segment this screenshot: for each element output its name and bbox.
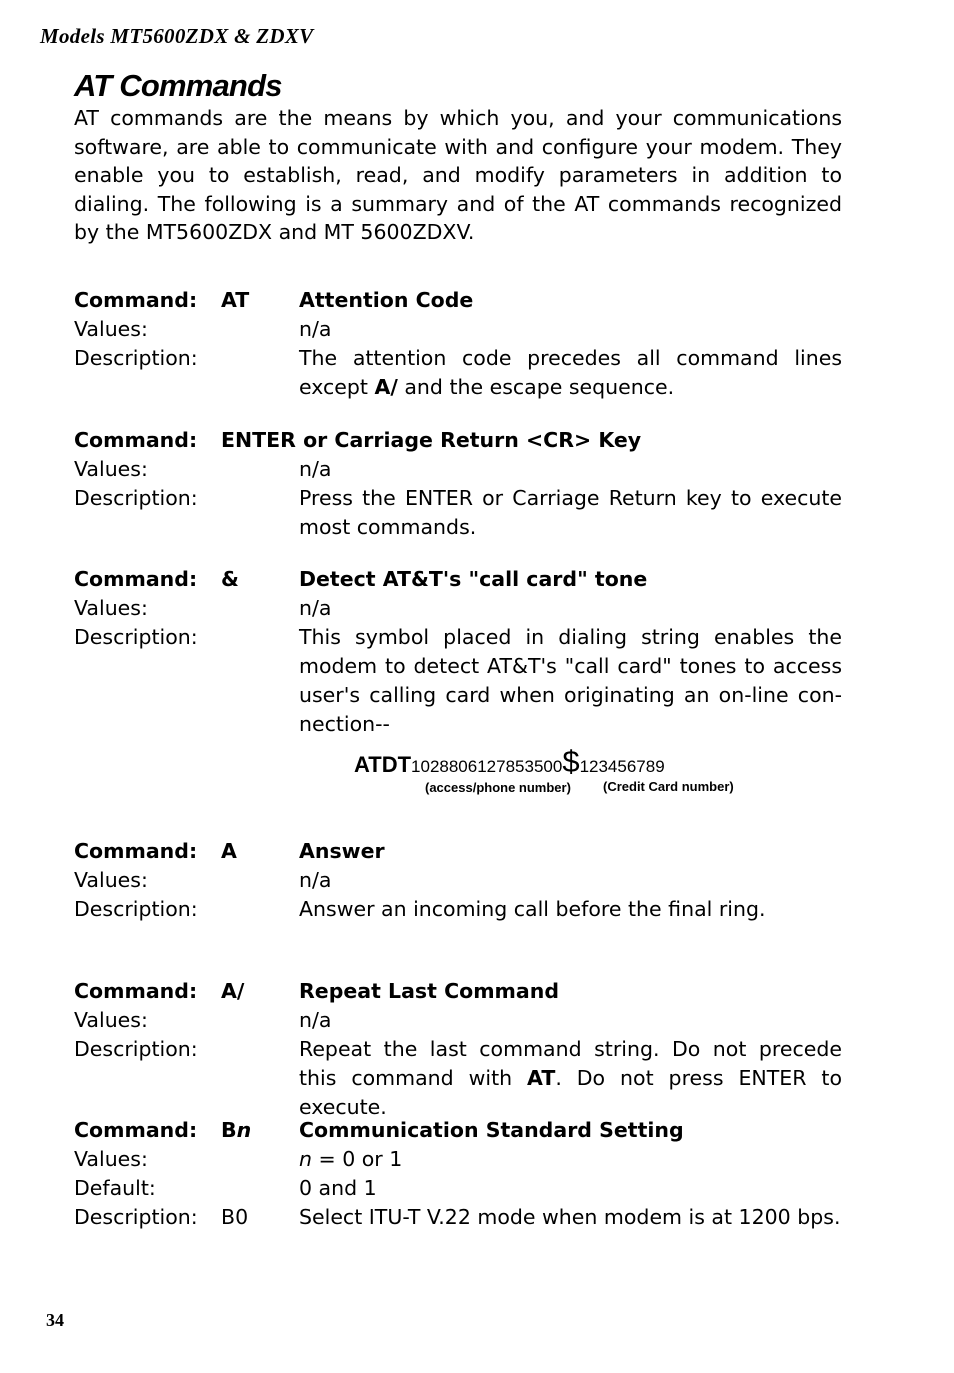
access-number-caption: (access/phone number) [425,780,571,795]
description-label: Description: [74,1205,198,1229]
values-label: Values: [74,457,148,481]
command-label: Command: [74,567,198,591]
values-text: n/a [299,596,332,620]
command-code: A/ [221,979,245,1003]
command-block-answer [74,837,842,924]
command-block-bn [74,1116,842,1232]
card-number-caption: (Credit Card number) [603,779,734,794]
default-label: Default: [74,1176,156,1200]
description-text: This symbol placed in dialing string enables the modem to detect AT&T's "call card" tones to access user's calling card when originating an on-line con-nection-- [299,625,842,736]
description-label: Description: [74,486,198,510]
command-name: Detect AT&T's "call card" tone [299,567,648,591]
command-label: Command: [74,428,198,452]
access-number: 1028806127853500 [411,757,563,776]
command-label: Command: [74,288,198,312]
description-label: Description: [74,625,198,649]
description-label: Description: [74,1037,198,1061]
running-header: Models MT5600ZDX & ZDXV [40,24,314,48]
command-code: ENTER or Carriage Return <CR> Key [221,428,642,452]
values-text: n/a [299,317,332,341]
values-text: n/a [299,868,332,892]
values-label: Values: [74,596,148,620]
dollar-separator: $ [562,744,580,779]
description-text: Answer an incoming call before the final ring. [299,897,766,921]
values-text: n/a [299,1008,332,1032]
description-label: Description: [74,346,198,370]
values-text: n = 0 or 1 [299,1147,403,1171]
command-block-enter [74,426,842,542]
command-name: Repeat Last Command [299,979,560,1003]
command-code: AT [221,288,250,312]
command-block-at [74,286,842,402]
dial-string-example [354,744,665,780]
command-code: A [221,839,237,863]
default-text: 0 and 1 [299,1176,377,1200]
command-name: Answer [299,839,385,863]
command-name: Communication Standard Setting [299,1118,684,1142]
command-label: Command: [74,839,198,863]
values-label: Values: [74,868,148,892]
description-text: Repeat the last command string. Do not precede this command with AT. Do not press ENTER to execute. [299,1037,842,1119]
values-label: Values: [74,1147,148,1171]
command-block-ampersand [74,565,842,739]
section-title: AT Commands [74,68,282,103]
command-code: & [221,567,239,591]
card-number: 123456789 [579,757,665,776]
intro-paragraph: AT commands are the means by which you, and your communications software, are able to communicate with and configure your modem. They enable you to establish, read, and modify parameters in addition to dialing. The following is a summary and of the AT commands recognized by the MT5600ZDX and MT 5600ZDXV. [74,106,842,244]
command-name: Attention Code [299,288,474,312]
description-text: The attention code precedes all command lines except A/ and the escape sequence. [299,346,842,399]
description-subcode: B0 [221,1205,249,1229]
command-block-repeat [74,977,842,1122]
values-text: n/a [299,457,332,481]
description-text: Select ITU-T V.22 mode when modem is at 1200 bps. [299,1205,841,1229]
page-number: 34 [46,1310,64,1330]
values-label: Values: [74,1008,148,1032]
command-label: Command: [74,979,198,1003]
description-label: Description: [74,897,198,921]
values-label: Values: [74,317,148,341]
description-text: Press the ENTER or Carriage Return key to execute most commands. [299,486,842,539]
command-code: Bn [221,1118,252,1142]
command-label: Command: [74,1118,198,1142]
dial-prefix: ATDT [354,752,412,777]
